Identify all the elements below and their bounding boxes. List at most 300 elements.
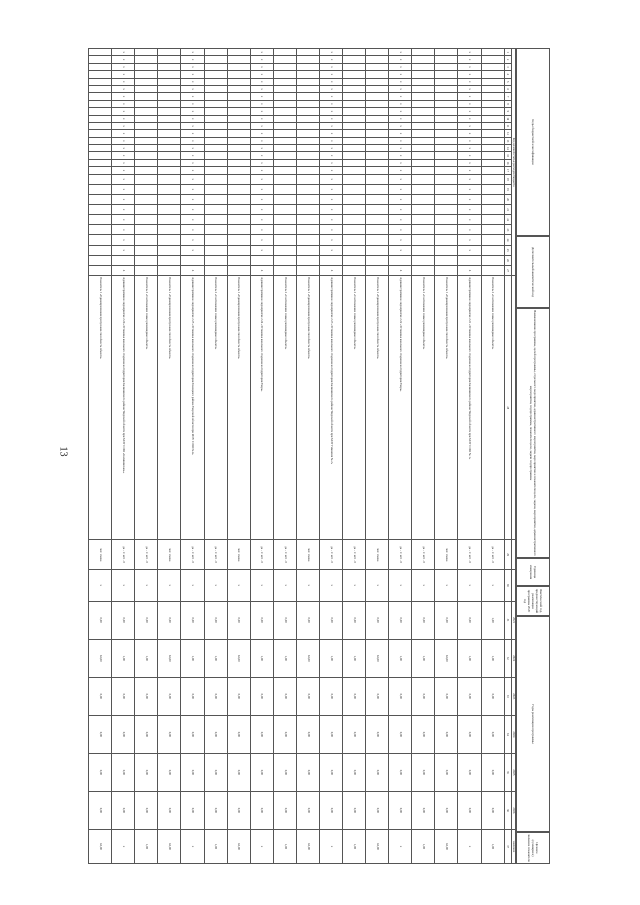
code-cell [481,184,504,194]
code-cell [412,115,435,122]
row-year-value: 0,00 [412,791,435,829]
code-cell [296,108,319,115]
row-description: Показатель 1 «Единовременная пропускная способность объекта» [227,276,250,540]
code-cell [412,235,435,245]
code-cell [89,194,112,204]
code-cell [89,145,112,152]
code-cell [89,49,112,56]
code-cell: x [319,167,342,174]
code-cell [435,265,458,275]
row-year-value: 0,00 [319,791,342,829]
row-year-value: 0,00 [250,601,273,639]
rotated-table [88,48,550,864]
code-cell [273,225,296,235]
code-cell [481,215,504,225]
code-cell [343,93,366,100]
row-description: Показатель 1 «Единовременная пропускная способность объекта» [366,276,389,540]
code-cell: x [181,130,204,137]
column-number: 20 [504,194,511,204]
code-cell [296,85,319,92]
code-cell [296,215,319,225]
row-year-value: 0,00 [343,791,366,829]
code-cell [227,245,250,255]
row-target: 1,00 [273,829,296,863]
code-cell [296,167,319,174]
code-cell [227,63,250,70]
row-base-year: x [366,569,389,601]
code-cell [412,159,435,166]
code-cell: x [389,194,412,204]
code-cell: x [181,63,204,70]
code-cell: x [319,205,342,215]
row-year-value: 0,00 [227,601,250,639]
code-cell: x [250,184,273,194]
row-description: Административное мероприятие 2.24 «Установка школьного стадиона на территории Тверь» [250,276,273,540]
code-cell: x [181,93,204,100]
code-cell: x [389,137,412,144]
code-cell [435,56,458,63]
row-year-value: 0,00 [204,791,227,829]
row-year-value: 0,00 [112,791,135,829]
row-year-value: 0,00 [296,677,319,715]
code-cell [135,85,158,92]
row-year-value: 0,00 [112,677,135,715]
code-cell [435,174,458,184]
code-cell [273,115,296,122]
column-number: 27 [504,265,511,275]
row-base-year: x [389,569,412,601]
code-cell: x [458,184,481,194]
row-year-value: 0,00 [250,753,273,791]
code-cell [435,63,458,70]
code-cell: x [112,78,135,85]
code-cell [204,71,227,78]
row-description: Показатель 2 «Соотношение очных разновидных объекта» [273,276,296,540]
code-cell [135,215,158,225]
row-year-value: 0,00 [412,753,435,791]
column-number: 5 [504,78,511,85]
code-cell: x [458,78,481,85]
code-cell: x [250,78,273,85]
code-cell [343,100,366,107]
code-cell [366,152,389,159]
row-year-value: 0,00 [343,677,366,715]
code-cell: x [181,49,204,56]
code-cell: x [389,145,412,152]
year-header: 2024 [511,715,515,753]
code-cell: x [389,235,412,245]
code-cell: x [112,137,135,144]
table-row [250,49,273,864]
code-cell: x [181,100,204,107]
row-year-value: 0,00 [250,677,273,715]
code-cell [343,245,366,255]
code-cell [227,100,250,107]
row-year-value: 0,00 [158,677,181,715]
code-cell: x [181,78,204,85]
row-year-value: 0,00 [135,791,158,829]
table-row [481,49,504,864]
code-cell: x [181,145,204,152]
code-cell [135,167,158,174]
code-cell: x [319,115,342,122]
column-number: 4 [504,71,511,78]
column-number: 6 [504,85,511,92]
row-year-value: 0,00 [412,677,435,715]
header-code-subgroup: Код целевой статьи расходов бюджета [511,49,515,276]
code-cell [227,174,250,184]
row-description: Административное мероприятие 2.21 «Установка школьного стадиона на территории Калининского района Тверской области при МОУ СОШ № 1» [458,276,481,540]
code-cell [296,174,319,184]
row-target: x [250,829,273,863]
code-cell [135,245,158,255]
code-cell [296,100,319,107]
code-cell [366,100,389,107]
code-cell: x [458,93,481,100]
row-target: x [389,829,412,863]
code-cell: x [112,159,135,166]
code-cell [158,85,181,92]
code-cell [435,130,458,137]
code-cell [343,108,366,115]
code-cell [204,108,227,115]
code-cell: x [319,93,342,100]
code-cell: x [250,71,273,78]
code-cell [343,152,366,159]
row-description: Показатель 2 «Соотношение очных разновидных объекта» [481,276,504,540]
row-year-value: 0,00 [227,791,250,829]
code-cell: x [458,215,481,225]
code-cell: x [181,167,204,174]
code-cell [296,63,319,70]
code-cell: x [319,184,342,194]
code-cell [412,108,435,115]
code-cell: x [112,205,135,215]
code-cell [366,215,389,225]
code-cell: x [319,235,342,245]
code-cell: x [458,205,481,215]
code-cell [227,49,250,56]
code-cell: x [389,108,412,115]
code-cell [89,245,112,255]
code-cell [273,184,296,194]
table-header-top [516,48,550,864]
row-base-year: x [181,569,204,601]
code-cell: x [389,122,412,129]
code-cell [227,93,250,100]
column-number: 21 [504,205,511,215]
row-base-year: x [112,569,135,601]
table-row [273,49,296,864]
code-cell [204,85,227,92]
code-cell [366,194,389,204]
year-header: 2023 [511,677,515,715]
code-cell [296,49,319,56]
code-cell [89,255,112,265]
row-year-value: 1,00 [481,601,504,639]
code-cell [135,122,158,129]
column-number: 31 [504,601,511,639]
code-cell [435,167,458,174]
row-year-value: 0,00 [158,753,181,791]
row-year-value: 0,00 [435,753,458,791]
code-cell [273,49,296,56]
code-cell [412,255,435,265]
code-cell [435,152,458,159]
code-cell [158,205,181,215]
row-year-value: 0,00 [181,753,204,791]
code-cell [158,49,181,56]
code-cell: x [250,194,273,204]
column-number: 13 [504,137,511,144]
row-year-value: 0,00 [343,601,366,639]
code-cell: x [112,245,135,255]
code-cell [158,184,181,194]
row-year-value: 0,00 [296,753,319,791]
code-cell [366,93,389,100]
row-unit: чел/ смена [227,540,250,570]
code-cell: x [112,93,135,100]
code-cell: x [250,215,273,225]
program-table [88,48,516,864]
code-cell: x [112,56,135,63]
code-cell [481,167,504,174]
code-cell [343,265,366,275]
row-year-value: 0,00 [481,715,504,753]
code-cell [366,184,389,194]
code-cell [296,93,319,100]
row-description: Административное мероприятие 2.23 «Установка школьного стадиона на территории Калининского района Тверской области при МОУ Гимназия № 2» [319,276,342,540]
row-year-value: 0,00 [481,791,504,829]
code-cell: x [250,145,273,152]
row-target: x [458,829,481,863]
row-base-year: x [458,569,481,601]
code-cell: x [319,174,342,184]
code-cell: x [389,85,412,92]
row-year-value: 0,00 [250,715,273,753]
code-cell: x [181,85,204,92]
header-target: Целевое (суммарное) значение показателя [516,832,550,864]
row-year-value: 0,00 [273,791,296,829]
code-cell [343,49,366,56]
code-cell [366,56,389,63]
code-cell: x [319,152,342,159]
code-cell: x [389,63,412,70]
code-cell [135,174,158,184]
code-cell: x [181,137,204,144]
table-row [158,49,181,864]
code-cell [227,71,250,78]
code-cell [412,225,435,235]
row-year-value: 0,00 [412,715,435,753]
row-unit: да - 1/ нет - 0 [181,540,204,570]
code-cell [204,225,227,235]
code-cell [89,225,112,235]
row-year-value: 0,00 [204,677,227,715]
code-cell [204,130,227,137]
code-cell [273,174,296,184]
row-year-value: 1,00 [250,639,273,677]
row-target: 1,00 [481,829,504,863]
code-cell: x [112,85,135,92]
column-number: 29 [504,540,511,570]
code-cell [89,78,112,85]
code-cell [319,255,342,265]
code-cell: x [250,100,273,107]
code-cell [89,85,112,92]
code-cell [135,100,158,107]
code-cell: x [112,49,135,56]
header-blank [511,276,515,540]
code-cell: x [181,159,204,166]
code-cell: x [112,235,135,245]
code-cell [343,78,366,85]
code-cell [227,265,250,275]
code-cell [227,145,250,152]
code-cell: x [319,71,342,78]
code-cell [204,167,227,174]
code-cell [89,205,112,215]
code-cell [481,145,504,152]
code-cell [89,122,112,129]
code-cell [204,115,227,122]
row-year-value: 0,00 [389,791,412,829]
row-year-value: 0,00 [181,791,204,829]
row-description: Показатель 1 «Единовременная пропускная способность объекта» [296,276,319,540]
code-cell [135,71,158,78]
code-cell: x [112,71,135,78]
row-target: x [181,829,204,863]
code-cell [412,152,435,159]
code-cell: x [181,174,204,184]
code-cell [343,56,366,63]
row-base-year: x [204,569,227,601]
row-year-value: 0,00 [112,715,135,753]
row-year-value: 0,00 [273,601,296,639]
code-cell [204,159,227,166]
code-cell [204,137,227,144]
code-cell: x [319,245,342,255]
code-cell [135,265,158,275]
code-cell: x [458,71,481,78]
code-cell: x [458,100,481,107]
code-cell: x [319,78,342,85]
row-year-value: 0,00 [181,677,204,715]
code-cell: x [181,108,204,115]
code-cell [343,85,366,92]
code-cell: x [181,152,204,159]
column-number: 7 [504,93,511,100]
code-cell [296,152,319,159]
code-cell [343,194,366,204]
row-year-value: 1,00 [481,639,504,677]
row-year-value: 0,00 [366,601,389,639]
code-cell: x [389,93,412,100]
row-year-value: 0,00 [366,753,389,791]
row-year-value: 0,00 [273,715,296,753]
row-year-value: 0,00 [296,791,319,829]
row-year-value: 0,00 [319,715,342,753]
code-cell: x [458,56,481,63]
code-cell [412,63,435,70]
row-year-value: 0,00 [458,753,481,791]
row-year-value: 1,00 [273,639,296,677]
code-cell [296,265,319,275]
code-cell: x [250,108,273,115]
column-number: 24 [504,235,511,245]
code-cell: x [458,235,481,245]
code-cell [458,255,481,265]
code-cell [412,245,435,255]
code-cell [204,145,227,152]
code-cell: x [319,49,342,56]
code-cell [412,174,435,184]
code-cell [204,255,227,265]
code-cell: x [181,194,204,204]
row-year-value: 0,00 [296,715,319,753]
code-cell: x [458,194,481,204]
column-number: 18 [504,174,511,184]
table-row [112,49,135,864]
code-cell [296,225,319,235]
code-cell [158,174,181,184]
row-year-value: 1,00 [389,639,412,677]
code-cell [296,78,319,85]
column-number: 1 [504,49,511,56]
code-cell [435,108,458,115]
column-number: 32 [504,639,511,677]
row-year-value: 1,00 [181,639,204,677]
row-target: 1,00 [412,829,435,863]
code-cell: x [389,78,412,85]
code-cell [343,184,366,194]
code-cell [158,235,181,245]
code-cell [273,71,296,78]
column-number: 15 [504,152,511,159]
code-cell [481,255,504,265]
code-cell [273,85,296,92]
header-program-description: Наименование программы, целей программы, отдельного мероприятия, административного мероприятия, мероприятия и показателя цели, задачи, мероприятия, административного мероприятия, подпрограммы, показателя цели, задачи подпрограммы [516,308,550,558]
row-year-value: 0,00 [273,753,296,791]
code-cell [435,93,458,100]
column-number: 17 [504,167,511,174]
code-cell [481,115,504,122]
code-cell [135,108,158,115]
code-cell: x [112,194,135,204]
row-year-value: 0,00 [250,791,273,829]
row-year-value: 0,00 [204,753,227,791]
code-cell [343,225,366,235]
row-year-value: 0,00 [181,601,204,639]
code-cell [89,130,112,137]
code-cell [366,108,389,115]
code-cell: x [319,100,342,107]
code-cell [343,137,366,144]
row-target: 63,00 [366,829,389,863]
code-cell [435,159,458,166]
code-cell [412,130,435,137]
row-unit: чел/ смена [158,540,181,570]
row-year-value: 0,00 [389,601,412,639]
code-cell [343,255,366,265]
row-unit: чел/ смена [366,540,389,570]
code-cell [412,56,435,63]
code-cell [296,235,319,245]
code-cell: x [181,245,204,255]
code-cell: x [389,130,412,137]
table-row [227,49,250,864]
code-cell [273,265,296,275]
